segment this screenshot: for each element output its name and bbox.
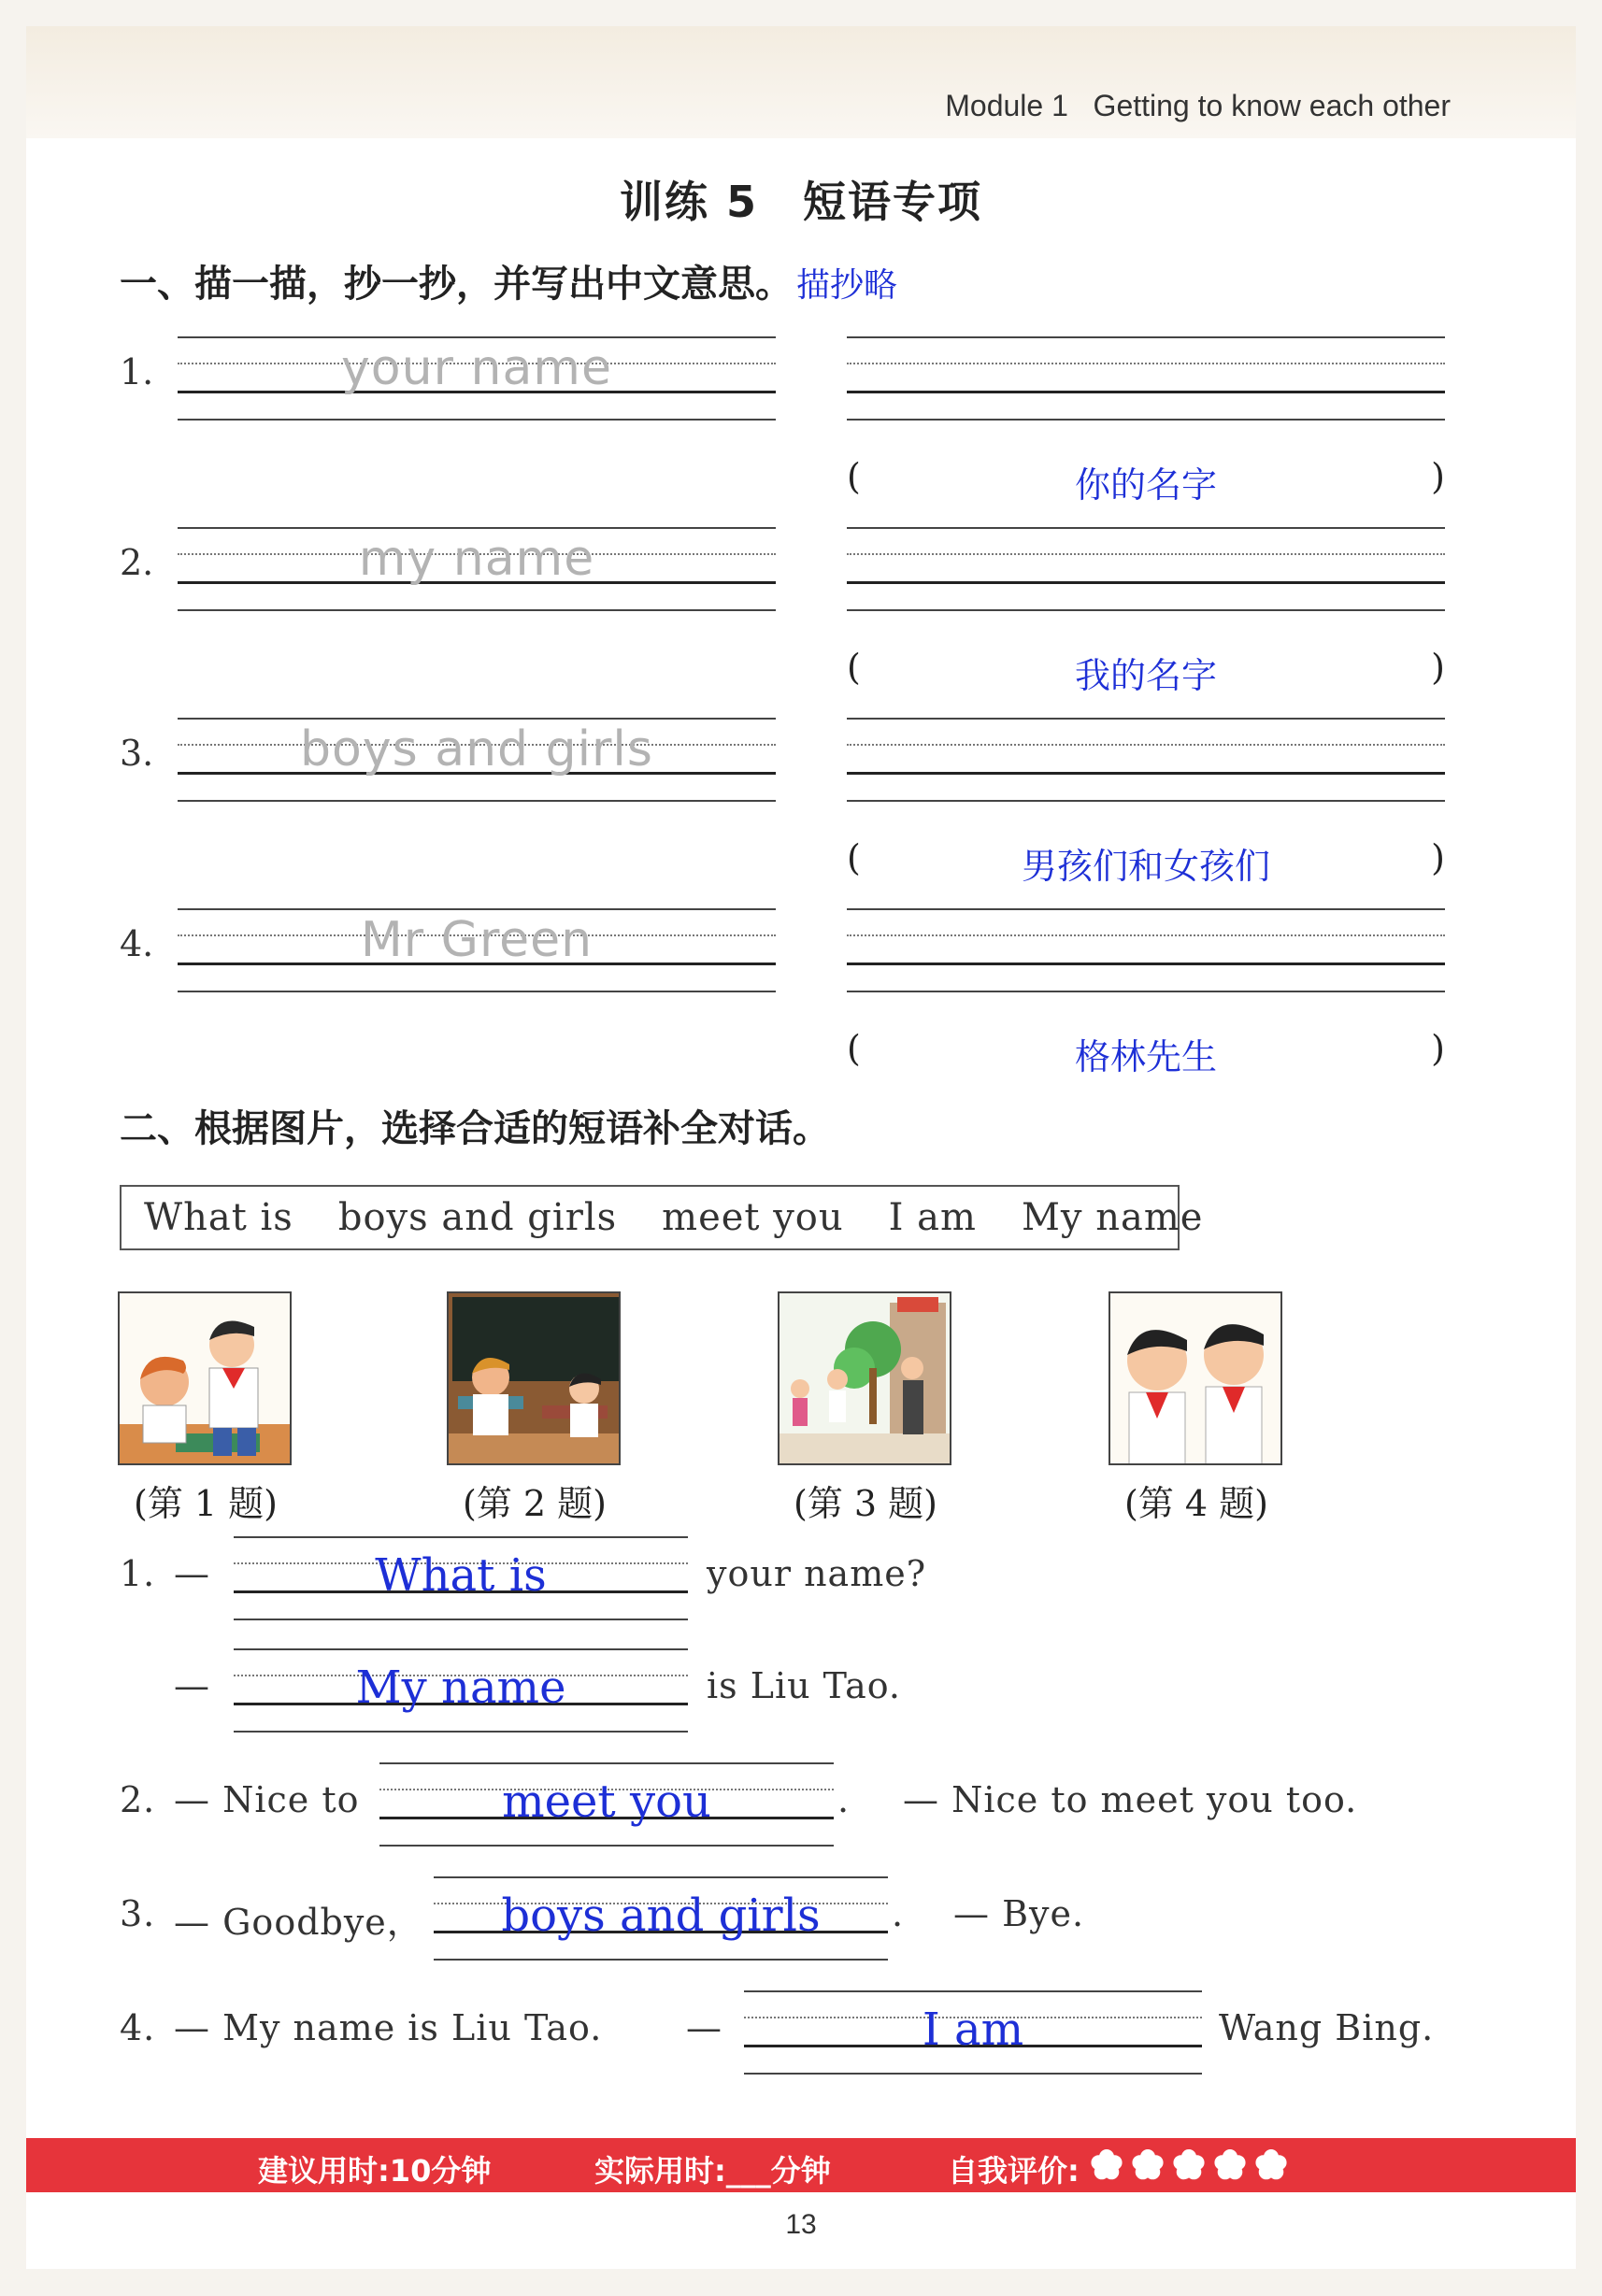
item-number: 3. <box>120 733 154 774</box>
trace-grid <box>178 527 776 611</box>
copy-grid[interactable] <box>847 527 1445 611</box>
suggested-time: 建议用时:10分钟 <box>258 2153 492 2189</box>
meaning-answer: 我的名字 <box>1074 655 1217 696</box>
left-paren: ( <box>847 456 861 497</box>
rating-star-icon[interactable] <box>1131 2148 1165 2182</box>
question-text: your name? <box>707 1553 927 1594</box>
picture-label: (第 4 题) <box>1124 1483 1268 1524</box>
meaning-row <box>847 456 1445 506</box>
meaning-row <box>847 647 1445 696</box>
picture-label: (第 1 题) <box>134 1483 278 1524</box>
question-text: — Nice to <box>174 1779 360 1820</box>
copy-grid[interactable] <box>847 908 1445 992</box>
meaning-answer: 男孩们和女孩们 <box>1021 846 1270 887</box>
meaning-row <box>847 837 1445 887</box>
word-bank <box>120 1185 1204 1250</box>
word-bank-item: boys and girls <box>337 1196 618 1239</box>
question-text: Wang Bing. <box>1219 2007 1435 2048</box>
dash: — <box>174 1553 210 1594</box>
answer-text: My name <box>355 1661 566 1714</box>
section1-heading-text: 一、描一描，抄一抄，并写出中文意思。 <box>120 263 793 306</box>
word-bank-item: What is <box>144 1196 293 1239</box>
answer-grid[interactable] <box>234 1648 688 1733</box>
rating-star-icon[interactable] <box>1254 2148 1288 2182</box>
question-text: — My name is Liu Tao. <box>174 2007 603 2048</box>
left-paren: ( <box>847 1028 861 1069</box>
item-number: 1. <box>120 351 154 392</box>
copy-grid[interactable] <box>847 336 1445 421</box>
module-title: Module 1 Getting to know each other <box>945 89 1451 122</box>
left-paren: ( <box>847 647 861 688</box>
picture-1 <box>118 1291 292 1465</box>
trace-phrase: your name <box>341 340 612 396</box>
right-paren: ) <box>1431 456 1445 497</box>
picture-3 <box>778 1291 951 1465</box>
word-bank-item: meet you <box>662 1196 844 1239</box>
answer-grid[interactable] <box>379 1762 834 1847</box>
question-text: — Goodbye， <box>174 1902 423 1943</box>
section1-note: 描抄略 <box>796 266 898 305</box>
copy-grid[interactable] <box>847 718 1445 802</box>
actual-time: 实际用时:___分钟 <box>594 2153 831 2189</box>
answer-text: What is <box>375 1549 547 1602</box>
trace-grid <box>178 718 776 802</box>
question-number: 4. <box>120 2007 156 2048</box>
answer-text: boys and girls <box>501 1890 821 1942</box>
dash: — <box>174 1665 210 1706</box>
section1-heading <box>120 254 897 307</box>
item-number: 4. <box>120 923 154 964</box>
rating-star-icon[interactable] <box>1172 2148 1206 2182</box>
right-paren: ) <box>1431 647 1445 688</box>
page-number: 13 <box>785 2209 817 2240</box>
answer-text: I am <box>922 2004 1024 2056</box>
footer-bar <box>26 2138 1576 2192</box>
answer-grid[interactable] <box>744 1990 1202 2075</box>
section2-heading: 二、根据图片，选择合适的短语补全对话。 <box>120 1107 830 1150</box>
question-number: 2. <box>120 1779 156 1820</box>
trace-phrase: boys and girls <box>300 721 653 777</box>
question-text: is Liu Tao. <box>707 1665 902 1706</box>
right-paren: ) <box>1431 1028 1445 1069</box>
self-eval-label: 自我评价: <box>948 2153 1080 2189</box>
reply-text: — Bye. <box>953 1893 1085 1934</box>
trace-grid <box>178 908 776 992</box>
answer-grid[interactable] <box>234 1536 688 1620</box>
picture-2 <box>447 1291 621 1465</box>
picture-label: (第 2 题) <box>463 1483 607 1524</box>
item-number: 2. <box>120 542 154 583</box>
left-paren: ( <box>847 837 861 878</box>
question-number: 3. <box>120 1893 156 1934</box>
answer-grid[interactable] <box>434 1876 888 1961</box>
period: . <box>837 1779 851 1820</box>
picture-label: (第 3 题) <box>794 1483 937 1524</box>
period: . <box>892 1893 905 1934</box>
dash: — <box>686 2007 722 2048</box>
lesson-title: 训练 5 短语专项 <box>619 177 983 227</box>
answer-text: meet you <box>502 1775 711 1828</box>
question-number: 1. <box>120 1553 156 1594</box>
right-paren: ) <box>1431 837 1445 878</box>
reply-text: — Nice to meet you too. <box>903 1779 1358 1820</box>
word-bank-item: My name <box>1021 1196 1204 1239</box>
trace-grid <box>178 336 776 421</box>
rating-stars[interactable] <box>1090 2146 1295 2182</box>
rating-star-icon[interactable] <box>1213 2148 1247 2182</box>
trace-phrase: my name <box>358 531 595 587</box>
meaning-answer: 你的名字 <box>1074 464 1217 506</box>
trace-phrase: Mr Green <box>360 912 594 968</box>
word-bank-item: I am <box>888 1196 977 1239</box>
meaning-answer: 格林先生 <box>1074 1036 1217 1077</box>
picture-4 <box>1109 1291 1282 1465</box>
meaning-row <box>847 1028 1445 1075</box>
rating-star-icon[interactable] <box>1090 2148 1123 2182</box>
